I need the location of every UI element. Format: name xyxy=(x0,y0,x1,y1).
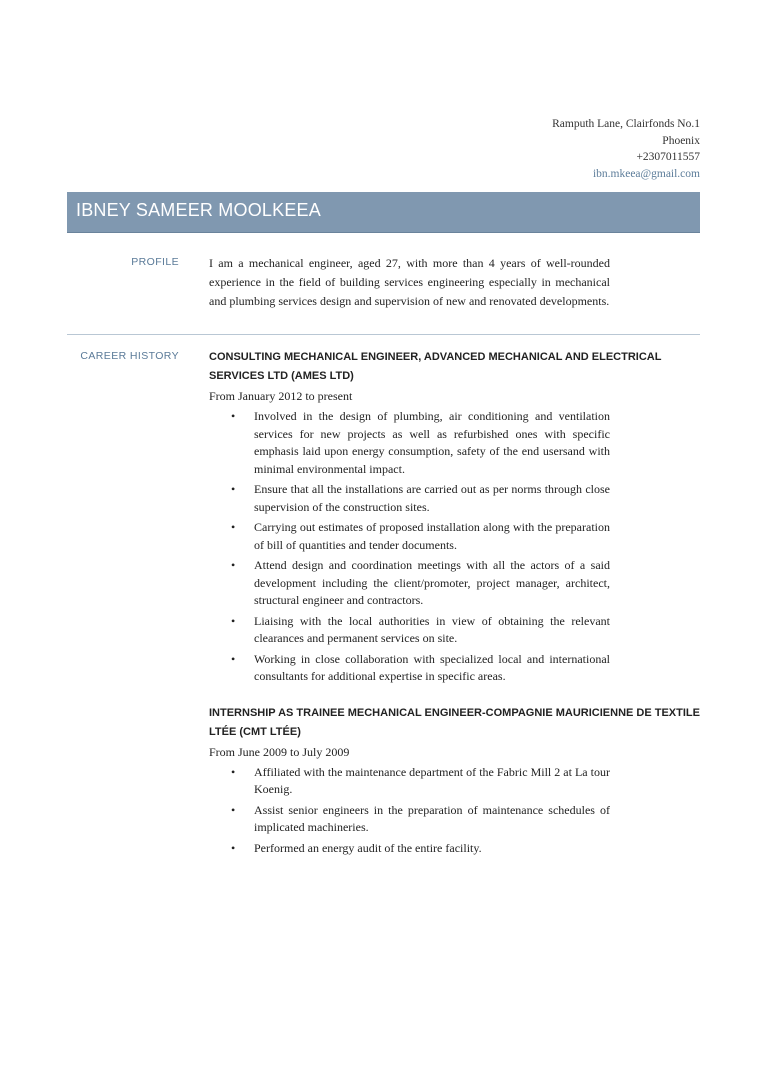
job-entry xyxy=(209,704,700,858)
profile-text: I am a mechanical engineer, aged 27, with more than 4 years of well-rounded experience in the field of building services engineering especially in mechanical and plumbing services design and supervision of new and renovated developments. xyxy=(209,256,610,308)
list-item: • Involved in the design of plumbing, air conditioning and ventilation services for new projects as well as refurbished ones with specific emphasis laid upon energy consumption, safety of the end usersand with minimal environmental impact. xyxy=(209,408,610,478)
name-header-bar xyxy=(67,192,700,233)
contact-phone: +2307011557 xyxy=(636,151,700,163)
contact-city: Phoenix xyxy=(662,134,700,147)
contact-block xyxy=(552,116,700,182)
job-title: CONSULTING MECHANICAL ENGINEER, ADVANCED MECHANICAL AND ELECTRICAL SERVICES LTD (AMES LTD) xyxy=(209,351,662,382)
list-item: • Assist senior engineers in the preparation of maintenance schedules of implicated machineries. xyxy=(209,802,610,837)
candidate-name: IBNEY SAMEER MOOLKEEA xyxy=(76,200,321,220)
list-item: • Carrying out estimates of proposed installation along with the preparation of bill of quantities and tender documents. xyxy=(209,519,610,554)
contact-email[interactable]: ibn.mkeea@gmail.com xyxy=(592,167,700,180)
list-item: • Ensure that all the installations are carried out as per norms through close supervision of the construction sites. xyxy=(209,481,610,516)
profile-section-label: PROFILE xyxy=(131,256,179,268)
job-dates: From January 2012 to present xyxy=(209,389,353,403)
job-title: INTERNSHIP AS TRAINEE MECHANICAL ENGINEER-COMPAGNIE MAURICIENNE DE TEXTILE LTÉE (CMT LTÉE) xyxy=(209,706,700,738)
section-divider xyxy=(67,334,700,335)
contact-address: Ramputh Lane, Clairfonds No.1 xyxy=(552,118,700,130)
list-item: • Performed an energy audit of the entire facility. xyxy=(209,840,610,858)
job-duties-list xyxy=(209,408,610,686)
list-item: • Affiliated with the maintenance department of the Fabric Mill 2 at La tour Koenig. xyxy=(209,764,610,799)
job-dates: From June 2009 to July 2009 xyxy=(209,744,350,759)
list-item: • Working in close collaboration with specialized local and international consultants for additional expertise in specific areas. xyxy=(209,651,610,686)
career-section-label: CAREER HISTORY xyxy=(80,350,179,362)
list-item: • Liaising with the local authorities in view of obtaining the relevant clearances and permanent services on site. xyxy=(209,613,610,648)
job-entry xyxy=(209,348,700,686)
career-history xyxy=(209,348,700,860)
list-item: • Attend design and coordination meetings with all the actors of a said development including the client/promoter, project manager, architect, structural engineer and contractors. xyxy=(209,557,610,610)
job-duties-list xyxy=(209,764,610,858)
